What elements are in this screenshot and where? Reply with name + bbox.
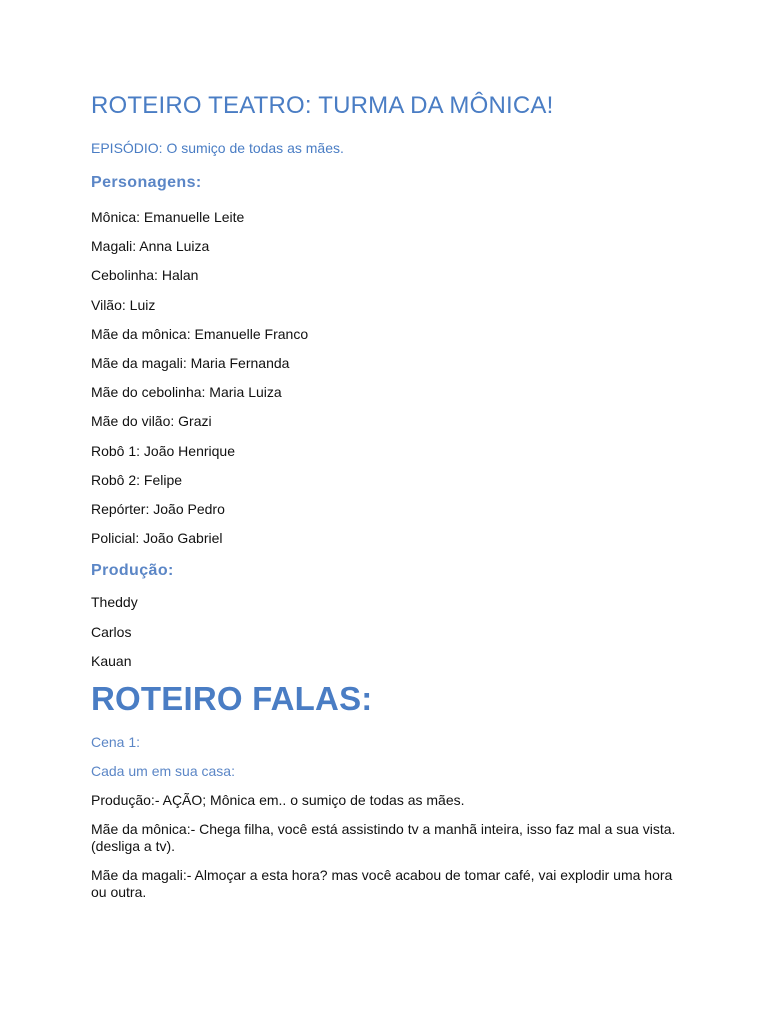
- script-line: Produção:- AÇÃO; Mônica em.. o sumiço de todas as mães.: [91, 792, 465, 808]
- script-line: Mãe da magali:- Almoçar a esta hora? mas você acabou de tomar café, vai explodir uma hora ou outra.: [91, 867, 673, 900]
- character-line: Mãe do cebolinha: Maria Luiza: [91, 384, 282, 400]
- script-heading: ROTEIRO FALAS:: [91, 680, 373, 717]
- character-line: Mãe da mônica: Emanuelle Franco: [91, 326, 309, 342]
- character-line: Robô 2: Felipe: [91, 472, 183, 488]
- script-line: Mãe da mônica:- Chega filha, você está assistindo tv a manhã inteira, isso faz mal a sua vista. (desliga a tv).: [91, 821, 676, 854]
- character-line: Mônica: Emanuelle Leite: [91, 209, 245, 225]
- character-line: Robô 1: João Henrique: [91, 443, 235, 459]
- scene-setting: Cada um em sua casa:: [91, 763, 235, 779]
- character-line: Policial: João Gabriel: [91, 530, 223, 546]
- characters-heading: Personagens:: [91, 174, 202, 191]
- character-line: Mãe do vilão: Grazi: [91, 413, 212, 429]
- episode-title: EPISÓDIO: O sumiço de todas as mães.: [91, 140, 344, 156]
- production-heading: Produção:: [91, 562, 174, 579]
- character-line: Magali: Anna Luiza: [91, 238, 210, 254]
- scene-title: Cena 1:: [91, 734, 141, 750]
- production-member: Carlos: [91, 624, 132, 640]
- character-line: Mãe da magali: Maria Fernanda: [91, 355, 290, 371]
- character-line: Vilão: Luiz: [91, 297, 156, 313]
- character-line: Repórter: João Pedro: [91, 501, 225, 517]
- production-member: Kauan: [91, 653, 132, 669]
- document-title: ROTEIRO TEATRO: TURMA DA MÔNICA!: [91, 92, 554, 119]
- production-member: Theddy: [91, 594, 138, 610]
- character-line: Cebolinha: Halan: [91, 267, 199, 283]
